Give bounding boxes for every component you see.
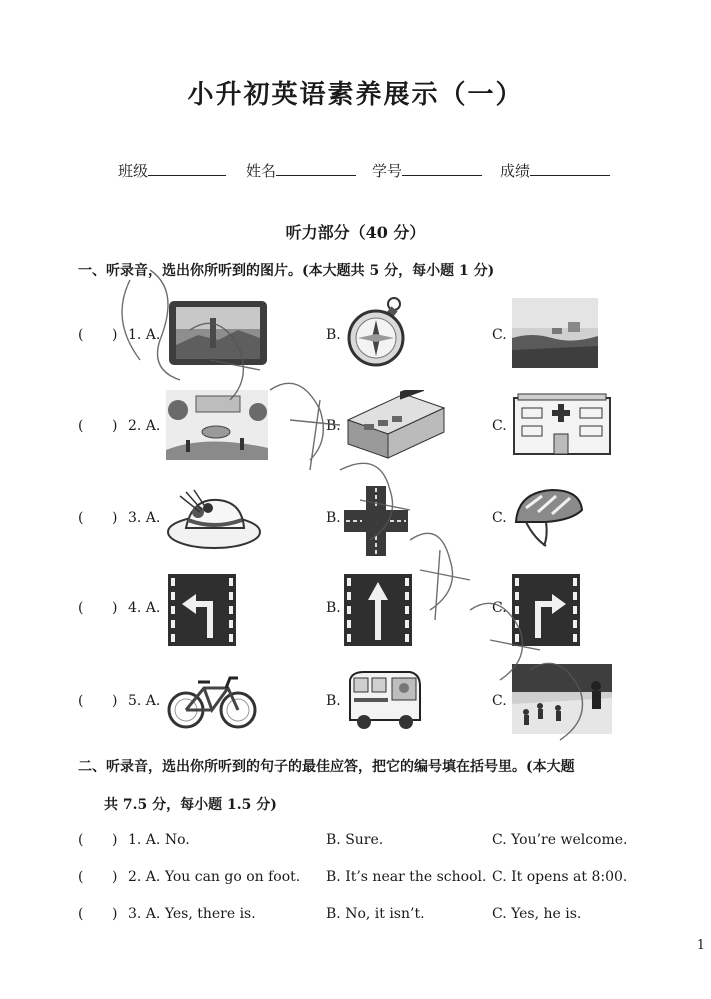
answer-paren-close: ) — [112, 600, 118, 616]
listening-section-title: 听力部分（40 分） — [285, 223, 426, 242]
answer-paren-close: ) — [112, 418, 118, 434]
answer-paren-open[interactable]: ( — [78, 418, 84, 434]
farm-field-picture[interactable] — [512, 298, 598, 368]
option-c-label: C. — [492, 327, 507, 343]
option-a-text: 1. A. No. — [128, 832, 190, 848]
walking-people-picture[interactable] — [512, 664, 612, 734]
class-label: 班级 — [118, 162, 149, 180]
question-number: 3. A. — [128, 510, 161, 526]
tablet-picture[interactable] — [168, 300, 268, 366]
option-b-text: B. Sure. — [326, 832, 384, 848]
option-b-label: B. — [326, 327, 341, 343]
answer-paren-close: ) — [112, 832, 118, 848]
page-title: 小升初英语素养展示（一） — [187, 80, 524, 110]
number-label: 学号 — [372, 162, 403, 180]
helmet-picture[interactable] — [512, 486, 584, 552]
option-c-label: C. — [492, 418, 507, 434]
option-c-label: C. — [492, 510, 507, 526]
crossroads-picture[interactable] — [344, 486, 408, 556]
option-c-text: C. You’re welcome. — [492, 832, 628, 848]
score-blank[interactable] — [530, 161, 610, 176]
option-b-label: B. — [326, 418, 341, 434]
number-blank[interactable] — [402, 161, 482, 176]
part1-heading: 一、听录音，选出你所听到的图片。(本大题共 5 分，每小题 1 分) — [78, 263, 495, 279]
option-a-text: 2. A. You can go on foot. — [128, 869, 301, 885]
score-field — [500, 160, 610, 181]
part2-heading: 二、听录音，选出你所听到的句子的最佳应答，把它的编号填在括号里。(本大题 — [78, 759, 575, 775]
name-label: 姓名 — [246, 162, 277, 180]
answer-paren-close: ) — [112, 693, 118, 709]
hospital-picture[interactable] — [512, 390, 612, 458]
question-number: 2. A. — [128, 418, 161, 434]
answer-paren-open[interactable]: ( — [78, 832, 84, 848]
answer-paren-close: ) — [112, 510, 118, 526]
answer-paren-close: ) — [112, 906, 118, 922]
option-b-text: B. It’s near the school. — [326, 869, 487, 885]
answer-paren-open[interactable]: ( — [78, 510, 84, 526]
hat-picture[interactable] — [166, 488, 262, 554]
option-c-label: C. — [492, 600, 507, 616]
class-blank[interactable] — [148, 161, 226, 176]
answer-paren-close: ) — [112, 869, 118, 885]
turn-right-sign[interactable] — [512, 574, 580, 646]
answer-paren-open[interactable]: ( — [78, 693, 84, 709]
question-number: 5. A. — [128, 693, 161, 709]
page-number: 1 — [696, 938, 705, 953]
score-label: 成绩 — [500, 162, 531, 180]
question-number: 4. A. — [128, 600, 161, 616]
option-c-text: C. It opens at 8:00. — [492, 869, 628, 885]
option-b-label: B. — [326, 600, 341, 616]
bicycle-picture[interactable] — [166, 670, 258, 730]
option-b-label: B. — [326, 510, 341, 526]
classroom-picture[interactable] — [344, 390, 448, 460]
answer-paren-open[interactable]: ( — [78, 327, 84, 343]
name-blank[interactable] — [276, 161, 356, 176]
answer-paren-close: ) — [112, 327, 118, 343]
option-c-text: C. Yes, he is. — [492, 906, 582, 922]
bus-picture[interactable] — [344, 668, 424, 732]
option-c-label: C. — [492, 693, 507, 709]
question-number: 1. A. — [128, 327, 161, 343]
option-b-label: B. — [326, 693, 341, 709]
name-field — [246, 160, 356, 181]
number-field — [372, 160, 482, 181]
answer-paren-open[interactable]: ( — [78, 600, 84, 616]
option-a-text: 3. A. Yes, there is. — [128, 906, 256, 922]
compass-picture[interactable] — [344, 296, 408, 368]
go-straight-sign[interactable] — [344, 574, 412, 646]
option-b-text: B. No, it isn’t. — [326, 906, 425, 922]
class-field — [118, 160, 226, 181]
answer-paren-open[interactable]: ( — [78, 869, 84, 885]
turn-left-sign[interactable] — [168, 574, 236, 646]
park-picture[interactable] — [166, 390, 268, 460]
part2-heading-continued: 共 7.5 分，每小题 1.5 分) — [104, 797, 277, 813]
answer-paren-open[interactable]: ( — [78, 906, 84, 922]
